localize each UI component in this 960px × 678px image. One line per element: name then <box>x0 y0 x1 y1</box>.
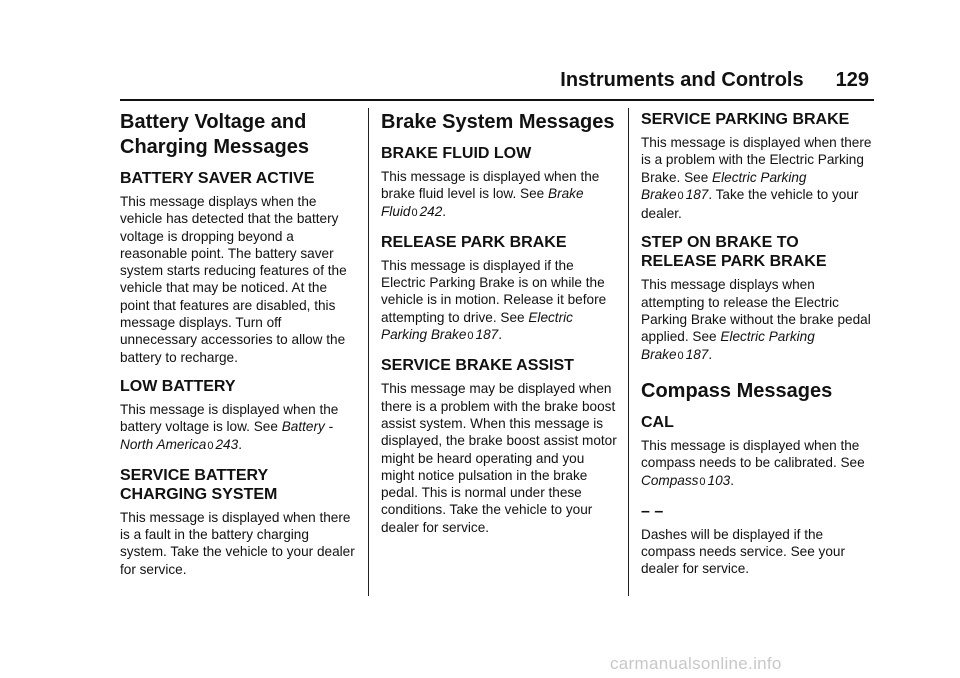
parking-brake-ref-page[interactable]: 187 <box>475 327 499 343</box>
column-3 <box>641 110 879 589</box>
page-ref-icon: 0 <box>467 330 474 343</box>
cal-text: This message is displayed when the compass needs to be calibrated. See Compass0 103. <box>641 437 865 488</box>
parking-brake-ref-page[interactable]: 187 <box>685 186 709 202</box>
page-number: 129 <box>835 69 869 91</box>
battery-saver-active-heading: BATTERY SAVER ACTIVE <box>120 170 315 187</box>
release-park-brake-heading: RELEASE PARK BRAKE <box>381 233 567 251</box>
service-parking-brake-heading: SERVICE PARKING BRAKE <box>641 111 850 128</box>
dashes-text: Dashes will be displayed if the compass needs service. See your dealer for service. <box>641 526 846 577</box>
brake-fluid-ref-link[interactable]: Brake Fluid <box>381 186 584 219</box>
column-1 <box>120 110 358 589</box>
section-title: Instruments and Controls <box>560 69 804 91</box>
battery-ref-link[interactable]: Battery - North America <box>120 419 334 452</box>
column-divider-2 <box>628 108 629 596</box>
watermark: carmanualsonline.info <box>610 654 782 673</box>
header-rule <box>120 99 874 101</box>
column-divider-1 <box>368 108 369 596</box>
service-brake-assist-text: This message may be displayed when there is a problem with the brake boost assist system. When this message is displayed, the brake boost assist motor might be heard operating and you might notice pulsation in the brake pedal. This is normal under these conditions. Take the vehicle to your dealer for service. <box>381 381 617 535</box>
battery-saver-active-text: This message displays when the vehicle has detected that the battery voltage is dropping beyond a reasonable point. The battery saver system starts reducing features of the vehicle that may be noticed. At the point that features are disabled, this message displays. Turn off unnecessary accessories to allow the battery to recharge. <box>120 194 347 365</box>
page-ref-icon: 0 <box>411 206 418 219</box>
service-brake-assist-heading: SERVICE BRAKE ASSIST <box>381 357 574 375</box>
parking-brake-ref-link[interactable]: Electric Parking Brake <box>641 329 815 362</box>
service-battery-text: This message is displayed when there is a fault in the battery charging system. Take the vehicle to your dealer for service. <box>120 509 355 577</box>
step-on-brake-text: This message displays when attempting to release the Electric Parking Brake without the brake pedal applied. See Electric Parking Brake0 187. <box>641 277 871 362</box>
battery-ref-page[interactable]: 243 <box>215 436 239 452</box>
parking-brake-ref-page[interactable]: 187 <box>685 346 709 362</box>
brake-fluid-low-text: This message is displayed when the brake fluid level is low. See Brake Fluid0 242. <box>381 169 600 219</box>
brake-system-heading: Brake System Messages <box>381 111 615 133</box>
column-2 <box>381 110 619 547</box>
brake-fluid-low-heading: BRAKE FLUID LOW <box>381 145 532 162</box>
low-battery-heading: LOW BATTERY <box>120 377 236 395</box>
battery-voltage-heading: Battery Voltage and Charging Messages <box>120 111 309 158</box>
service-parking-brake-text: This message is displayed when there is a problem with the Electric Parking Brake. See Electric Parking Brake0 187. Take the vehicle to your dealer. <box>641 135 872 222</box>
page-ref-icon: 0 <box>677 189 684 202</box>
parking-brake-ref-link[interactable]: Electric Parking Brake <box>641 169 807 202</box>
compass-ref-link[interactable]: Compass <box>641 472 699 488</box>
dashes-heading: – – <box>641 502 664 520</box>
page-ref-icon: 0 <box>207 439 214 452</box>
compass-messages-heading: Compass Messages <box>641 379 833 402</box>
release-park-brake-text: This message is displayed if the Electric Parking Brake is on while the vehicle is in motion. Release it before attempting to drive. See Electric Parking Brake0 187. <box>381 257 607 343</box>
compass-ref-page[interactable]: 103 <box>707 472 731 488</box>
cal-heading: CAL <box>641 413 674 431</box>
page-ref-icon: 0 <box>699 475 706 488</box>
page-header <box>560 69 869 92</box>
brake-fluid-ref-page[interactable]: 242 <box>419 203 443 219</box>
page-ref-icon: 0 <box>677 349 684 362</box>
service-battery-heading: SERVICE BATTERY CHARGING SYSTEM <box>120 466 278 503</box>
low-battery-text: This message is displayed when the battery voltage is low. See Battery - North America0 243. <box>120 401 339 452</box>
parking-brake-ref-link[interactable]: Electric Parking Brake <box>381 309 573 343</box>
step-on-brake-heading: STEP ON BRAKE TO RELEASE PARK BRAKE <box>641 234 827 271</box>
